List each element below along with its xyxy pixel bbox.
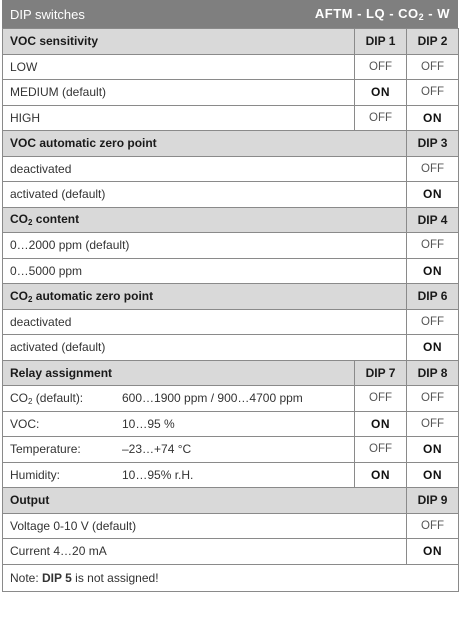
model-name: AFTM - LQ - $CO_2$ - W: [314, 6, 450, 22]
table-row: [3, 105, 459, 131]
table-row: [3, 335, 459, 361]
section-title: Output: [3, 488, 407, 514]
dip-label: DIP 3: [407, 131, 459, 157]
table-row: [3, 182, 459, 208]
switch-state: OFF: [407, 513, 459, 539]
switch-state: OFF: [355, 386, 407, 412]
table-row: [3, 437, 459, 463]
relay-name: $CO_2$ (default):: [10, 390, 84, 406]
row-label: activated (default): [3, 335, 407, 361]
table-row: [3, 386, 459, 412]
section-header-co2-content: [3, 207, 459, 233]
switch-state: OFF: [407, 309, 459, 335]
dip-label: DIP 1: [355, 29, 407, 55]
switch-state: OFF: [355, 54, 407, 80]
relay-value: 10…95% r.H.: [122, 467, 194, 482]
table-row: [3, 411, 459, 437]
switch-state: OFF: [407, 233, 459, 259]
switch-state: OFF: [355, 437, 407, 463]
row-label: HIGH: [3, 105, 355, 131]
switch-state: ON: [407, 539, 459, 565]
dip-switch-sheet: [2, 0, 458, 592]
relay-value: –23…+74 °C: [122, 442, 192, 457]
row-label: 0…2000 ppm (default): [3, 233, 407, 259]
table-row: [3, 258, 459, 284]
switch-state: ON: [407, 182, 459, 208]
section-title: Relay assignment: [3, 360, 355, 386]
note-text: Note: DIP 5 is not assigned!: [3, 564, 459, 591]
table-row: [3, 462, 459, 488]
switch-state: OFF: [407, 156, 459, 182]
row-label: MEDIUM (default): [3, 80, 355, 106]
switch-state: ON: [407, 462, 459, 488]
table-row: [3, 513, 459, 539]
row-label: LOW: [3, 54, 355, 80]
switch-state: OFF: [407, 80, 459, 106]
switch-state: OFF: [407, 386, 459, 412]
switch-state: ON: [355, 462, 407, 488]
title-bar: [2, 0, 458, 28]
dip-label: DIP 6: [407, 284, 459, 310]
row-label: [3, 411, 355, 437]
section-header-co2-zero-point: [3, 284, 459, 310]
section-title: $CO_2$ automatic zero point: [3, 284, 407, 310]
switch-state: ON: [407, 258, 459, 284]
row-label: Voltage 0-10 V (default): [3, 513, 407, 539]
sheet-title: DIP switches: [10, 6, 85, 22]
switch-state: ON: [407, 105, 459, 131]
row-label: [3, 437, 355, 463]
switch-state: OFF: [407, 54, 459, 80]
row-label: deactivated: [3, 309, 407, 335]
table-row: [3, 233, 459, 259]
switch-state: ON: [407, 335, 459, 361]
table-row: [3, 156, 459, 182]
section-title: VOC sensitivity: [3, 29, 355, 55]
table-row: [3, 80, 459, 106]
table-row: [3, 54, 459, 80]
dip-label: DIP 2: [407, 29, 459, 55]
dip-label: DIP 8: [407, 360, 459, 386]
relay-name: Humidity:: [10, 467, 61, 482]
table-row: [3, 309, 459, 335]
note-row: [3, 564, 459, 591]
switch-state: ON: [407, 437, 459, 463]
dip-label: DIP 9: [407, 488, 459, 514]
row-label: [3, 462, 355, 488]
relay-name: Temperature:: [10, 442, 81, 457]
dip-label: DIP 4: [407, 207, 459, 233]
relay-name: VOC:: [10, 416, 40, 431]
switch-state: ON: [355, 80, 407, 106]
section-header-relay-assignment: [3, 360, 459, 386]
row-label: Current 4…20 mA: [3, 539, 407, 565]
relay-value: 600…1900 ppm / 900…4700 ppm: [122, 390, 303, 405]
row-label: deactivated: [3, 156, 407, 182]
section-title: $CO_2$ content: [3, 207, 407, 233]
section-header-output: [3, 488, 459, 514]
switch-state: ON: [355, 411, 407, 437]
switch-state: OFF: [407, 411, 459, 437]
table-row: [3, 539, 459, 565]
dip-table: [2, 28, 459, 592]
row-label: [3, 386, 355, 412]
dip-label: DIP 7: [355, 360, 407, 386]
row-label: activated (default): [3, 182, 407, 208]
section-header-voc-zero-point: [3, 131, 459, 157]
switch-state: OFF: [355, 105, 407, 131]
row-label: 0…5000 ppm: [3, 258, 407, 284]
relay-value: 10…95 %: [122, 416, 175, 431]
section-header-voc-sensitivity: [3, 29, 459, 55]
section-title: VOC automatic zero point: [3, 131, 407, 157]
